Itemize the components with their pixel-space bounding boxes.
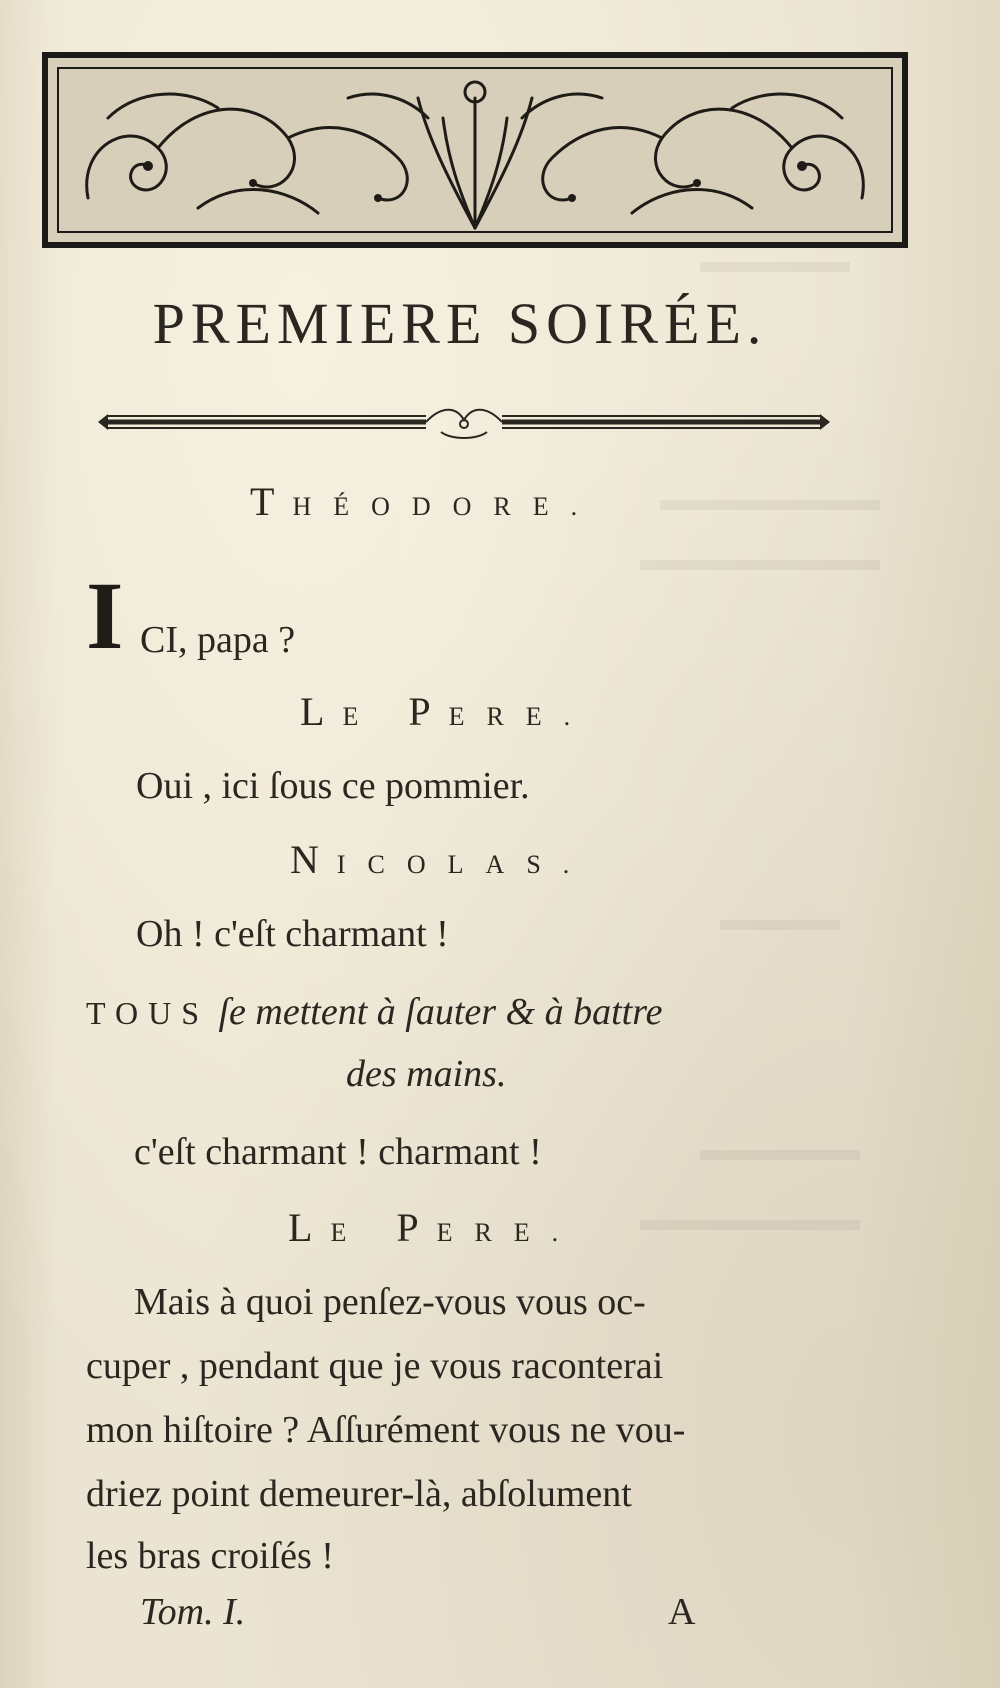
speaker-name-theodore: THÉODORE. [250,479,600,524]
paragraph-line: les bras croiſés ! [86,1535,334,1577]
speaker-name-le-pere: LE PERE. [288,1205,581,1250]
stage-direction: TOUS ſe mettent à ſauter & à battre [86,991,663,1033]
dialogue-line: Oui , ici ſous ce pommier. [136,765,530,807]
paragraph-line: driez point demeurer-là, abſolument [86,1473,632,1515]
speaker-name-le-pere: LE PERE. [300,689,593,734]
stage-direction-subject: TOUS [86,995,209,1031]
dialogue-line: CI, papa ? [140,619,296,661]
volume-marker: Tom. I. [140,1591,246,1633]
chapter-title: PREMIERE SOIRÉE. [152,291,768,356]
speaker-name-nicolas: NICOLAS. [290,837,592,882]
foliage-ornament-icon [48,58,902,242]
ornamental-headpiece [42,52,908,248]
paragraph-line: mon hiſtoire ? Aſſurément vous ne vou- [86,1409,686,1451]
drop-cap: I [86,562,124,669]
signature-mark: A [668,1591,696,1633]
dialogue-line: Oh ! c'eſt charmant ! [136,913,449,955]
dialogue-line: c'eſt charmant ! charmant ! [134,1131,542,1173]
paragraph-line: cuper , pendant que je vous raconterai [86,1345,664,1387]
ornamental-rule [96,400,832,444]
stage-direction-continued: des mains. [346,1053,507,1095]
paragraph-line: Mais à quoi penſez-vous vous oc- [134,1281,646,1323]
